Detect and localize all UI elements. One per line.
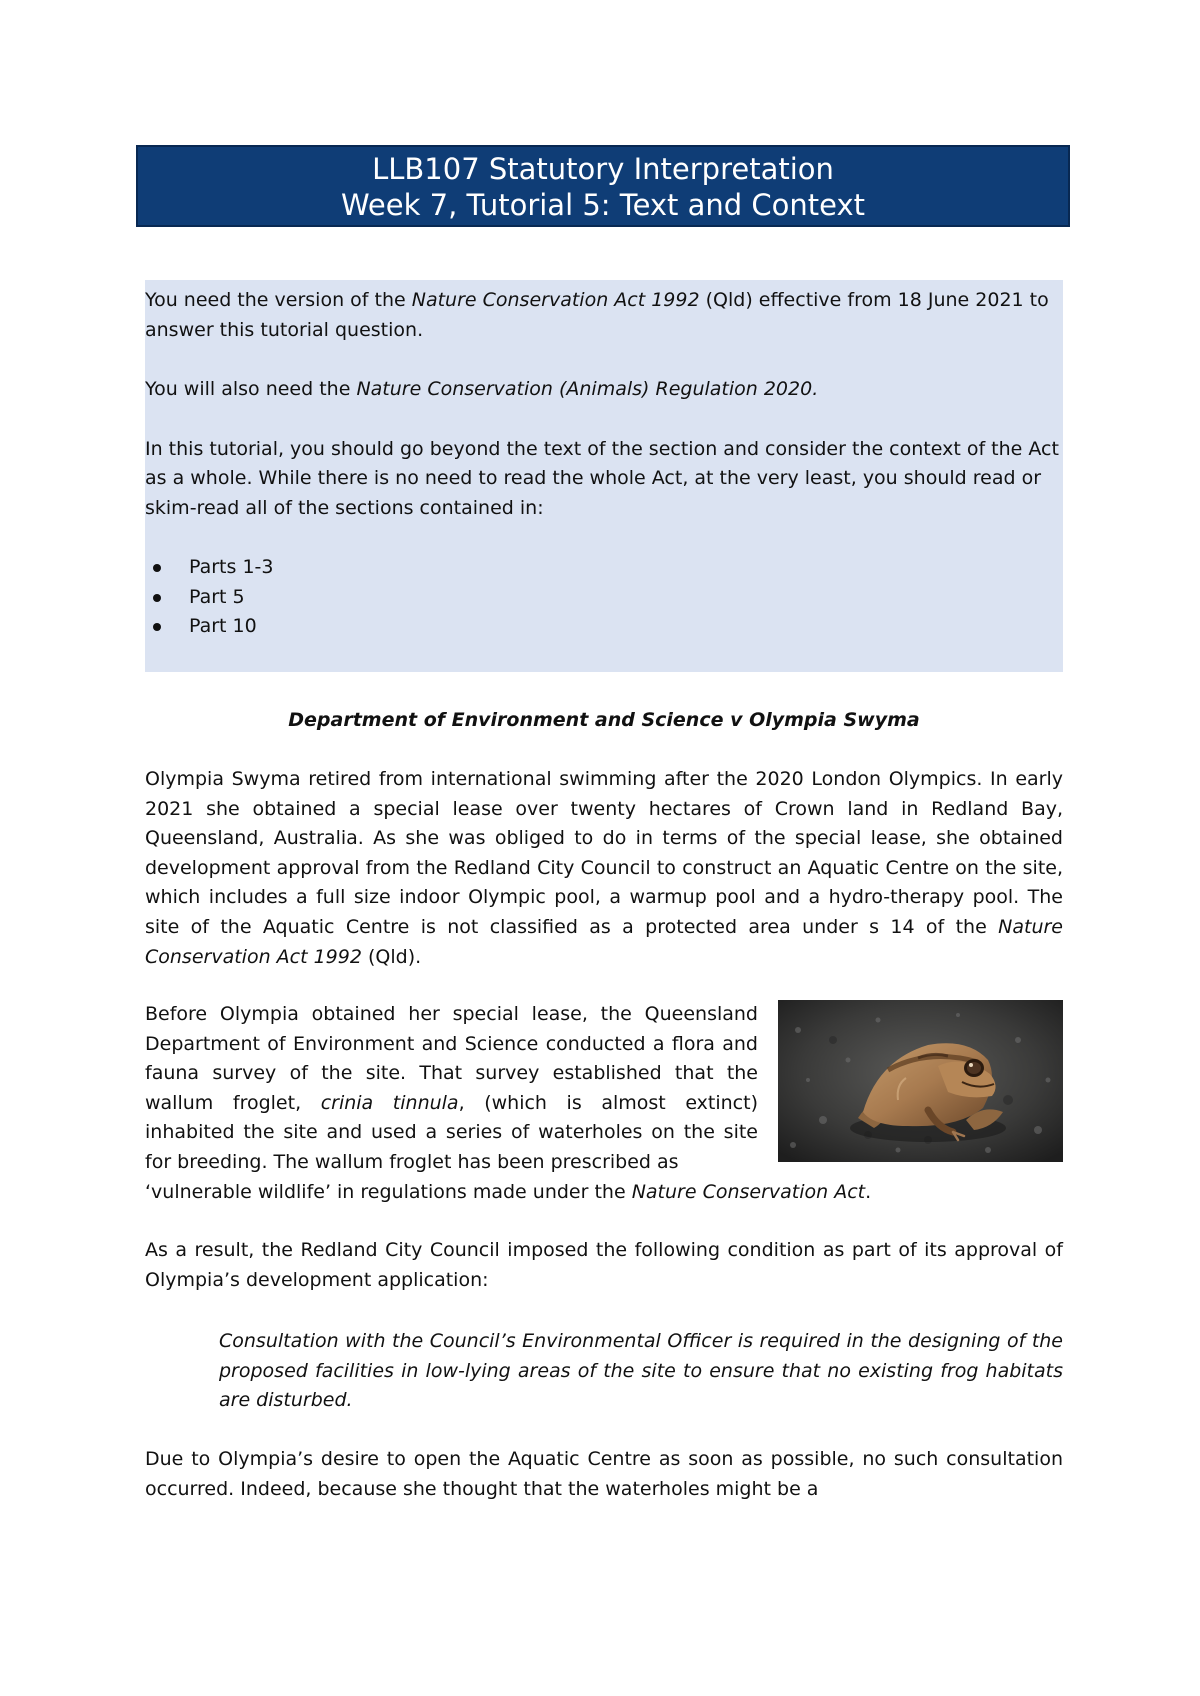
act-name: Nature Conservation Act 1992: [411, 289, 700, 311]
case-paragraph-3: As a result, the Redland City Council imposed the following condition as part of its approval of Olympia’s development application:: [145, 1239, 1063, 1291]
parts-list: [145, 553, 1061, 642]
case-heading: Department of Environment and Science v Olympia Swyma: [288, 709, 920, 731]
frog-photo: [778, 1000, 1063, 1162]
case-paragraph-2-continued: ‘vulnerable wildlife’ in regulations made under the Nature Conservation Act.: [145, 1181, 872, 1203]
list-item: Part 5: [145, 583, 1061, 613]
case-paragraph-2: Before Olympia obtained her special lease, the Queensland Department of Environment and Science conducted a flora and fauna survey of the site. That survey established that the wallum froglet, crinia tinnula, (which is almost extinct) inhabited the site and used a series of waterholes on the site for breeding. The wallum froglet has been prescribed as: [145, 1003, 758, 1173]
list-item: Part 10: [145, 612, 1061, 642]
instruction-paragraph-3: In this tutorial, you should go beyond the text of the section and consider the context of the Act as a whole. While there is no need to read the whole Act, at the very least, you should read or skim-read all of the sections contained in:: [145, 437, 1059, 519]
council-condition-quote: Consultation with the Council’s Environmental Officer is required in the designing of the proposed facilities in low-lying areas of the site to ensure that no existing frog habitats are disturbed.: [219, 1330, 1063, 1412]
bullet-icon: [153, 623, 161, 631]
regulation-name: Nature Conservation (Animals) Regulation 2020.: [356, 378, 819, 400]
bullet-icon: [153, 594, 161, 602]
case-paragraph-1: Olympia Swyma retired from international swimming after the 2020 London Olympics. In early 2021 she obtained a special lease over twenty hectares of Crown land in Redland Bay, Queensland, Australia. As she was obliged to do in terms of the special lease, she obtained development approval from the Redland City Council to construct an Aquatic Centre on the site, which includes a full size indoor Olympic pool, a warmup pool and a hydro-therapy pool. The site of the Aquatic Centre is not classified as a protected area under s 14 of the Nature Conservation Act 1992 (Qld).: [145, 768, 1063, 968]
title-banner: [136, 145, 1070, 227]
tutorial-title: Week 7, Tutorial 5: Text and Context: [340, 188, 866, 222]
instruction-paragraph-2: You will also need the Nature Conservation (Animals) Regulation 2020.: [145, 378, 819, 400]
list-item: Parts 1-3: [145, 553, 1061, 583]
instructions-box: [145, 280, 1063, 672]
instruction-paragraph-1: You need the version of the Nature Conservation Act 1992 (Qld) effective from 18 June 2021 to answer this tutorial question.: [145, 289, 1049, 341]
bullet-icon: [153, 564, 161, 572]
case-paragraph-4: Due to Olympia’s desire to open the Aquatic Centre as soon as possible, no such consultation occurred. Indeed, because she thought that the waterholes might be a: [145, 1448, 1063, 1500]
course-title: LLB107 Statutory Interpretation: [372, 152, 834, 186]
